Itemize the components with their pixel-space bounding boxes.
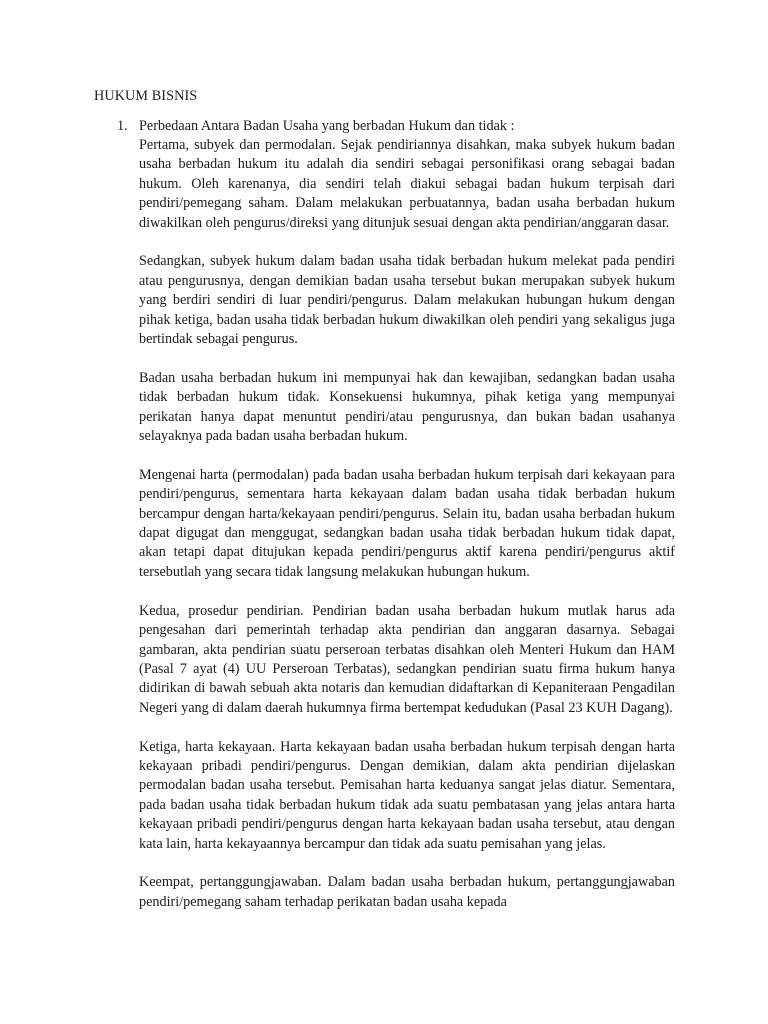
paragraph-liability: Keempat, pertanggungjawaban. Dalam badan usaha berbadan hukum, pertanggungjawaban pendiri/pemegang saham terhadap perikatan badan usaha kepada bbox=[139, 874, 675, 910]
document-title: HUKUM BISNIS bbox=[94, 88, 198, 104]
list-item-heading: Perbedaan Antara Badan Usaha yang berbadan Hukum dan tidak : bbox=[139, 118, 515, 134]
paragraph-establishment-procedure: Kedua, prosedur pendirian. Pendirian badan usaha berbadan hukum mutlak harus ada pengesahan dari pemerintah terhadap akta pendirian dan anggaran dasarnya. Sebagai gambaran, akta pendirian suatu perseroan terbatas disahkan oleh Menteri Hukum dan HAM (Pasal 7 ayat (4) UU Perseroan Terbatas), sedangkan pendirian suatu firma hukum hanya didirikan di bawah sebuah akta notaris dan kemudian didaftarkan di Kepaniteraan Pengadilan Negeri yang di dalam daerah hukumnya firma bertempat kedudukan (Pasal 23 KUH Dagang). bbox=[139, 602, 675, 716]
list-item-number: 1. bbox=[117, 118, 128, 134]
list-item-body bbox=[139, 136, 675, 932]
paragraph-subject-capital: Pertama, subyek dan permodalan. Sejak pendiriannya disahkan, maka subyek hukum badan usaha berbadan hukum itu adalah dia sendiri sebagai personifikasi orang sebagai badan hukum. Oleh karenanya, dia sendiri telah diakui sebagai badan hukum terpisah dari pendiri/pemegang saham. Dalam melakukan perbuatannya, badan usaha berbadan hukum diwakilkan oleh pengurus/direksi yang ditunjuk sesuai dengan akta pendirian/anggaran dasar. bbox=[139, 137, 675, 231]
paragraph-non-legal-entity-subject: Sedangkan, subyek hukum dalam badan usaha tidak berbadan hukum melekat pada pendiri atau pengurusnya, dengan demikian badan usaha tersebut bukan merupakan subyek hukum yang berdiri sendiri di luar pendiri/pengurus. Dalam melakukan hubungan hukum dengan pihak ketiga, badan usaha tidak berbadan hukum diwakilkan oleh pendiri yang sekaligus juga bertindak sebagai pengurus. bbox=[139, 253, 675, 348]
paragraph-rights-obligations: Badan usaha berbadan hukum ini mempunyai hak dan kewajiban, sedangkan badan usaha tidak berbadan hukum tidak. Konsekuensi hukumnya, pihak ketiga yang mempunyai perikatan hanya dapat menuntut pendiri/atau pengurusnya, dan bukan badan usahanya selayaknya pada badan usaha berbadan hukum. bbox=[139, 369, 675, 445]
paragraph-assets-lawsuits: Mengenai harta (permodalan) pada badan usaha berbadan hukum terpisah dari kekayaan para pendiri/pengurus, sementara harta kekayaan dalam badan usaha tidak berbadan hukum bercampur dengan harta/kekayaan pendiri/pengurus. Selain itu, badan usaha berbadan hukum dapat digugat dan menggugat, sedangkan badan usaha tidak berbadan hukum tidak dapat, akan tetapi dapat ditujukan kepada pendiri/pengurus aktif karena pendiri/pengurus aktif tersebutlah yang secara tidak langsung melakukan hubungan hukum. bbox=[139, 466, 675, 580]
paragraph-assets-separation: Ketiga, harta kekayaan. Harta kekayaan badan usaha berbadan hukum terpisah dengan harta kekayaan pribadi pendiri/pengurus. Dengan demikian, dalam akta pendirian dijelaskan permodalan badan usaha tersebut. Pemisahan harta keduanya sangat jelas diatur. Sementara, pada badan usaha tidak berbadan hukum tidak ada suatu pembatasan yang jelas antara harta kekayaan pribadi pendiri/pengurus dengan harta kekayaan badan usaha tersebut, atau dengan kata lain, harta kekayaannya bercampur dan tidak ada suatu pemisahan yang jelas. bbox=[139, 738, 675, 852]
